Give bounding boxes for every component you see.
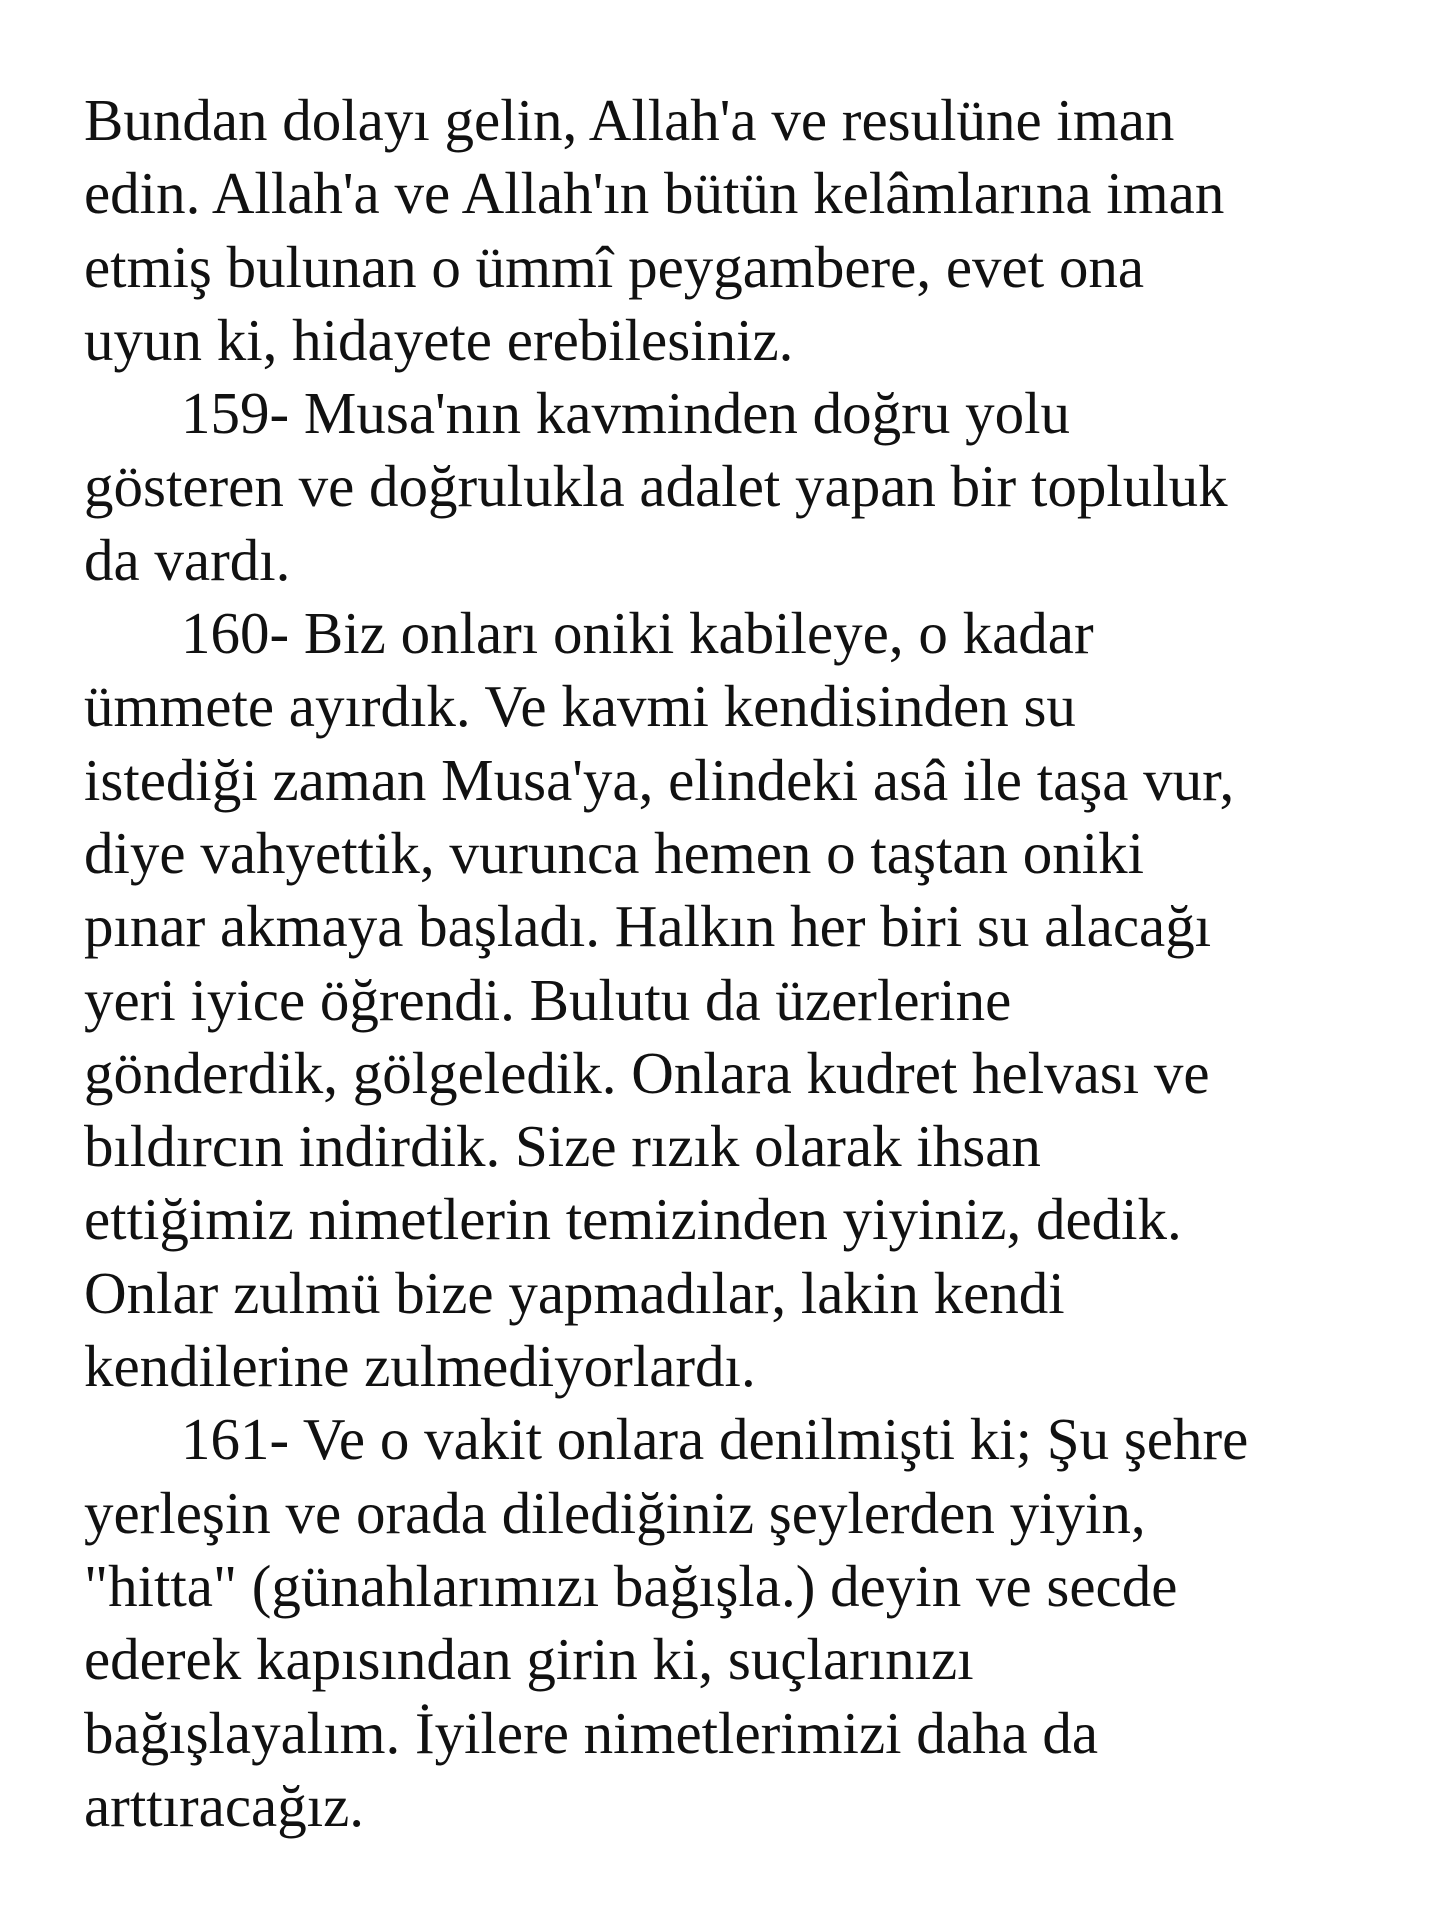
text-line: kendilerine zulmediyorlardı. — [84, 1333, 756, 1400]
text-line: yerleşin ve orada dilediğiniz şeylerden yiyin, — [84, 1479, 1146, 1546]
text-line: "hitta" (günahlarımızı bağışla.) deyin ve secde — [84, 1552, 1178, 1619]
text-line: ederek kapısından girin ki, suçlarınızı — [84, 1626, 974, 1693]
text-line: edin. Allah'a ve Allah'ın bütün kelâmlarına iman — [84, 160, 1225, 227]
text-line: uyun ki, hidayete erebilesiniz. — [84, 306, 794, 373]
text-line: gösteren ve doğrulukla adalet yapan bir topluluk — [84, 453, 1228, 520]
text-line: ettiğimiz nimetlerin temizinden yiyiniz, dedik. — [84, 1186, 1182, 1253]
text-line: da vardı. — [84, 526, 291, 593]
text-line: yeri iyice öğrendi. Bulutu da üzerlerine — [84, 966, 1012, 1033]
document-page — [84, 84, 1374, 1843]
text-line: istediği zaman Musa'ya, elindeki asâ ile taşa vur, — [84, 746, 1235, 813]
text-line: arttıracağız. — [84, 1772, 365, 1839]
text-line: bağışlayalım. İyilere nimetlerimizi daha da — [84, 1699, 1099, 1766]
paragraph-verse-160 — [84, 597, 1374, 1403]
text-line: Onlar zulmü bize yapmadılar, lakin kendi — [84, 1259, 1065, 1326]
text-line: diye vahyettik, vurunca hemen o taştan oniki — [84, 819, 1145, 886]
paragraph-verse-161 — [84, 1403, 1374, 1843]
text-line: bıldırcın indirdik. Size rızık olarak ihsan — [84, 1113, 1041, 1180]
paragraph-verse-159 — [84, 377, 1374, 597]
text-line: gönderdik, gölgeledik. Onlara kudret helvası ve — [84, 1039, 1210, 1106]
text-line: Bundan dolayı gelin, Allah'a ve resulüne iman — [84, 87, 1175, 153]
text-line: 161- Ve o vakit onlara denilmişti ki; Şu şehre — [181, 1406, 1249, 1473]
text-line: 159- Musa'nın kavminden doğru yolu — [181, 380, 1070, 447]
text-line: ümmete ayırdık. Ve kavmi kendisinden su — [84, 673, 1076, 740]
text-line: 160- Biz onları oniki kabileye, o kadar — [181, 600, 1094, 667]
paragraph-continuation — [84, 84, 1374, 377]
text-line: etmiş bulunan o ümmî peygambere, evet ona — [84, 233, 1145, 300]
text-line: pınar akmaya başladı. Halkın her biri su alacağı — [84, 893, 1212, 960]
